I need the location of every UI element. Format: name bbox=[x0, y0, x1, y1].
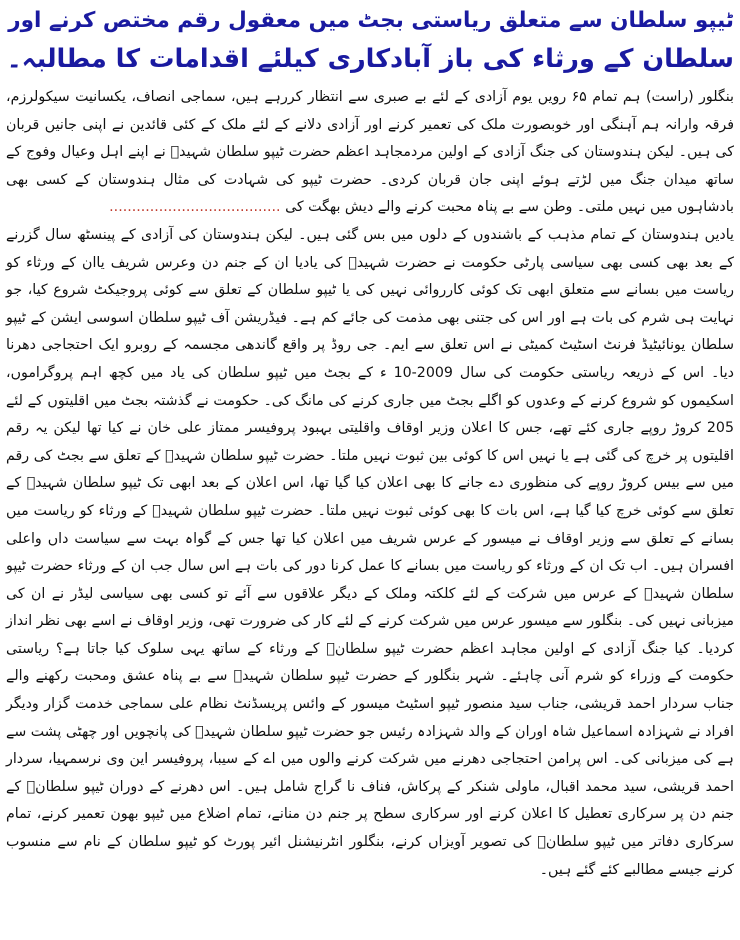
body-paragraph bbox=[6, 222, 734, 884]
headline-line-1: ٹیپو سلطان سے متعلق ریاستی بجٹ میں معقول رقم مختص کرنے اور bbox=[8, 8, 734, 33]
paragraph-text: یادیں ہندوستان کے تمام مذہب کے باشندوں کے دلوں میں بس گئی ہیں۔ لیکن ہندوستان کی آزادی کے پینسٹھ سال گزرنے کے بعد بھی کسی بھی سیاسی پارٹی حکومت نے حضرت شہیدؒ کی یادیا ان کے جنم دن وعرس شریف یاان کے ورثاء کو ریاست میں بسانے سے متعلق ابھی تک کوئی کارروائی نہیں کی یا ٹیپو سلطان کے تعلق سے کوئی پروجیکٹ شروع کیا، جو نہایت ہی شرم کی بات ہے اور اس کی جتنی بھی مذمت کی جائے کم ہے۔ فیڈریشن آف ٹیپو سلطان اسوسی ایشن کے ٹیپو سلطان یونائیٹیڈ فرنٹ اسٹیٹ کمیٹی نے اس تعلق سے ایم۔ جی روڈ پر واقع گاندھی مجسمہ کے روبرو ایک احتجاجی دھرنا دیا۔ اس کے ذریعہ ریاستی حکومت کی سال 2009-10 ء کے بجٹ میں ٹیپو سلطان کی یاد میں کچھ اہم پروگراموں، اسکیموں کو شروع کرنے کے وعدوں کو اگلے بجٹ میں جاری کرنے کی مانگ کی۔ حکومت نے گذشتہ بجٹ میں اقلیتوں کے لئے 205 کروڑ روپے جاری کئے تھے، جس کا اعلان وزیر اوقاف واقلیتی بہبود پروفیسر ممتاز علی خان نے کیا تھا لیکن یہ رقم اقلیتوں پر خرچ کی گئی ہے یا نہیں اس کا کوئی بین ثبوت نہیں ملتا۔ حضرت ٹیپو سلطان شہیدؒ کے تعلق سے بجٹ کی رقم میں سے بیس کروڑ روپے کی منظوری دے جانے کا بھی اعلان کیا گیا تھا، اس اعلان کے بعد ابھی تک ٹیپو سلطان شہیدؒ کے تعلق سے کوئی خرچ کیا گیا ہے، اس بات کا بھی کوئی ثبوت نہیں ملتا۔ حضرت ٹیپو سلطان شہیدؒ کے ورثاء کو ریاست میں بسانے کے تعلق سے وزیر اوقاف نے میسور کے عرس شریف میں اعلان کیا تھا جس کے گواہ بہت سے سیاست داں واعلی افسران ہیں۔ اب تک ان کے ورثاء کو ریاست میں بسانے کا عمل کرنا دور کی بات ہے اس سال جب ان کے ورثاء حضرت ٹیپو سلطان شہیدؒ کے عرس میں شرکت کے لئے کلکتہ وملک کے دیگر علاقوں سے آئے تو کسی بھی سیاسی لیڈر نے ان کی میزبانی نہیں کی۔ بنگلور سے میسور عرس میں شرکت کرنے کے لئے کار کی ضرورت تھی، وزیر اوقاف نے اسے بھی نظر انداز کردیا۔ کیا جنگ آزادی کے اولین مجاہد اعظم حضرت ٹیپو سلطانؒ کے ورثاء کے ساتھ یہی سلوک کیا جاتا ہے؟ ریاستی حکومت کے وزراء کو شرم آنی چاہئے۔ شہر بنگلور کے حضرت ٹیپو سلطان شہیدؒ سے بے پناہ عشق ومحبت رکھنے والے جناب سردار احمد قریشی، جناب سید منصور ٹیپو اسٹیٹ میسور کے وائس پریسڈنٹ نظام علی سماجی خدمت گزار ودیگر افراد نے شہزادہ اسماعیل شاہ اوران کے والد شہزادہ رئیس جو حضرت ٹیپو سلطان شہیدؒ کی پانچویں اور چھٹی پشت سے ہے کی میزبانی کی۔ اس پرامن احتجاجی دھرنے میں شرکت کرنے والوں میں اے کے سیبا، پروفیسر این وی نرسمہیا، سردار احمد قریشی، سید محمد اقبال، ماولی شنکر کے پرکاش، فناف نا گراج شامل ہیں۔ اس دھرنے کے دوران ٹیپو سلطانؒ کے جنم دن پر سرکاری تعطیل کا اعلان کرنے اور سرکاری سطح پر جنم دن منانے، تمام اضلاع میں ٹیپو بھون تعمیر کرنے، تمام سرکاری دفاتر میں ٹیپو سلطانؒ کی تصویر آویزاں کرنے، بنگلور انٹرنیشنل ائیر پورٹ کو ٹیپو سلطان کے نام سے منسوب کرنے جیسے مطالبے کئے گئے ہیں۔ bbox=[6, 226, 734, 878]
body-paragraph bbox=[6, 84, 734, 222]
headline-line-2: سلطان کے ورثاء کی باز آبادکاری کیلئے اقدامات کا مطالبہ۔ bbox=[6, 44, 734, 74]
article-body bbox=[6, 84, 734, 884]
paragraph-text: بنگلور (راست) ہم تمام ۶۵ رویں یوم آزادی کے لئے بے صبری سے انتظار کررہے ہیں، سماجی انصاف، یکسانیت سیکولرزم، فرقہ وارانہ ہم آہنگی اور خوبصورت ملک کی تعمیر کرنے اور آزادی دلانے کے لئے ملک کے کئی قائدین نے اپنی جانیں قربان کی ہیں۔ لیکن ہندوستان کی جنگ آزادی کے اولین مردمجاہد اعظم حضرت ٹیپو سلطان شہیدؒ نے اپنے اہل وعیال وفوج کے ساتھ میدان جنگ میں لڑتے ہوئے اپنی جان قربان کردی۔ حضرت ٹیپو کی شہادت کی مثال ہندوستان کے کسی بھی بادشاہوں میں نہیں ملتی۔ وطن سے بے پناہ محبت کرنے والے دیش بھگت کی bbox=[6, 89, 735, 216]
dotted-separator: ...................................... bbox=[109, 199, 281, 216]
